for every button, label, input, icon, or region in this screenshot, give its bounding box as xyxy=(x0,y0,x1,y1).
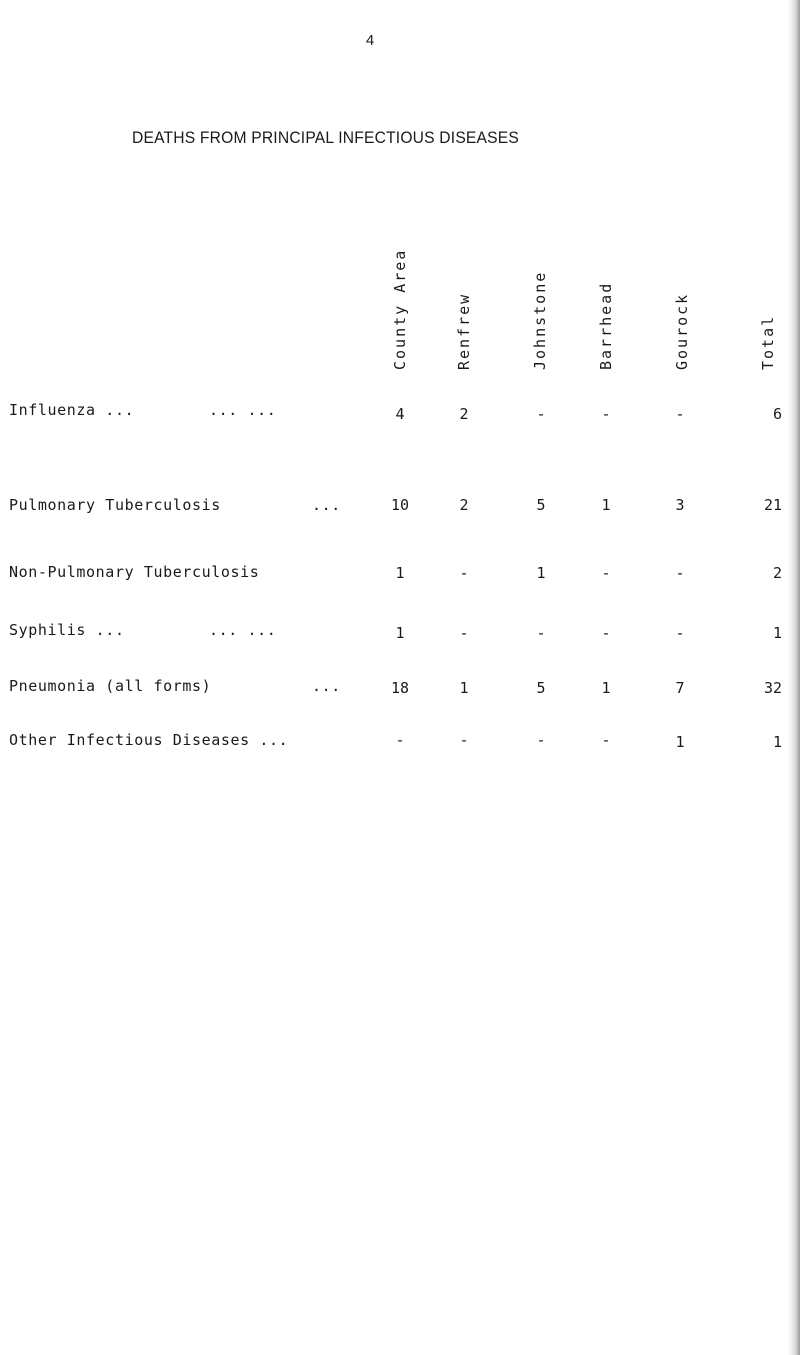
row-label-non-pulmonary-tuberculosis xyxy=(9,563,259,581)
cell-other-infectious-diseases-johnstone: - xyxy=(536,731,546,749)
cell-pulmonary-tuberculosis-gourock: 3 xyxy=(675,496,685,514)
cell-pneumonia-county-area: 18 xyxy=(390,679,410,697)
cell-syphilis-renfrew: - xyxy=(459,624,469,642)
row-dots: ... xyxy=(312,677,341,695)
cell-pulmonary-tuberculosis-johnstone: 5 xyxy=(536,496,546,514)
cell-syphilis-county-area: 1 xyxy=(395,624,405,642)
cell-syphilis-johnstone: - xyxy=(536,624,546,642)
column-header-total: Total xyxy=(759,314,777,370)
cell-pulmonary-tuberculosis-barrhead: 1 xyxy=(601,496,611,514)
cell-pulmonary-tuberculosis-total: 21 xyxy=(763,496,782,514)
cell-non-pulmonary-tuberculosis-total: 2 xyxy=(772,564,782,582)
cell-pneumonia-gourock: 7 xyxy=(675,679,685,697)
cell-other-infectious-diseases-barrhead: - xyxy=(601,731,611,749)
cell-syphilis-total: 1 xyxy=(772,624,782,642)
cell-influenza-renfrew: 2 xyxy=(459,405,469,423)
cell-non-pulmonary-tuberculosis-county-area: 1 xyxy=(395,564,405,582)
cell-non-pulmonary-tuberculosis-johnstone: 1 xyxy=(536,564,546,582)
cell-influenza-barrhead: - xyxy=(601,405,611,423)
cell-pulmonary-tuberculosis-county-area: 10 xyxy=(390,496,410,514)
cell-other-infectious-diseases-total: 1 xyxy=(772,733,782,751)
row-dots: ... xyxy=(312,496,341,514)
row-label-text: Non-Pulmonary Tuberculosis xyxy=(9,563,260,581)
column-header-county-area: County Area xyxy=(391,248,409,370)
row-dots: ... ... xyxy=(209,621,277,639)
cell-other-infectious-diseases-county-area: - xyxy=(395,731,405,749)
cell-pulmonary-tuberculosis-renfrew: 2 xyxy=(459,496,469,514)
page-edge-shadow xyxy=(788,0,800,1355)
page-number: 4 xyxy=(365,32,375,49)
cell-pneumonia-johnstone: 5 xyxy=(536,679,546,697)
row-label-pulmonary-tuberculosis xyxy=(9,496,341,514)
row-label-text: Pneumonia (all forms) xyxy=(9,677,212,695)
row-label-other-infectious-diseases xyxy=(9,731,288,749)
row-label-text: Other Infectious Diseases ... xyxy=(9,731,289,749)
cell-other-infectious-diseases-renfrew: - xyxy=(459,731,469,749)
cell-syphilis-gourock: - xyxy=(675,624,685,642)
row-label-text: Pulmonary Tuberculosis xyxy=(9,496,221,514)
row-label-text: Syphilis ... xyxy=(9,621,125,639)
row-label-text: Influenza ... xyxy=(9,401,135,419)
cell-syphilis-barrhead: - xyxy=(601,624,611,642)
column-header-johnstone: Johnstone xyxy=(531,270,549,370)
cell-other-infectious-diseases-gourock: 1 xyxy=(675,733,685,751)
cell-pneumonia-renfrew: 1 xyxy=(459,679,469,697)
cell-pneumonia-total: 32 xyxy=(763,679,782,697)
row-label-influenza xyxy=(9,401,277,419)
cell-influenza-johnstone: - xyxy=(536,405,546,423)
cell-influenza-gourock: - xyxy=(675,405,685,423)
cell-pneumonia-barrhead: 1 xyxy=(601,679,611,697)
cell-non-pulmonary-tuberculosis-renfrew: - xyxy=(459,564,469,582)
cell-influenza-total: 6 xyxy=(772,405,782,423)
row-label-syphilis xyxy=(9,621,277,639)
cell-non-pulmonary-tuberculosis-gourock: - xyxy=(675,564,685,582)
column-header-barrhead: Barrhead xyxy=(597,281,615,370)
cell-influenza-county-area: 4 xyxy=(395,405,405,423)
column-header-renfrew: Renfrew xyxy=(455,292,473,370)
row-dots: ... ... xyxy=(209,401,277,419)
row-label-pneumonia xyxy=(9,677,341,695)
cell-non-pulmonary-tuberculosis-barrhead: - xyxy=(601,564,611,582)
column-header-gourock: Gourock xyxy=(673,292,691,370)
page-title: DEATHS FROM PRINCIPAL INFECTIOUS DISEASES xyxy=(132,128,520,147)
